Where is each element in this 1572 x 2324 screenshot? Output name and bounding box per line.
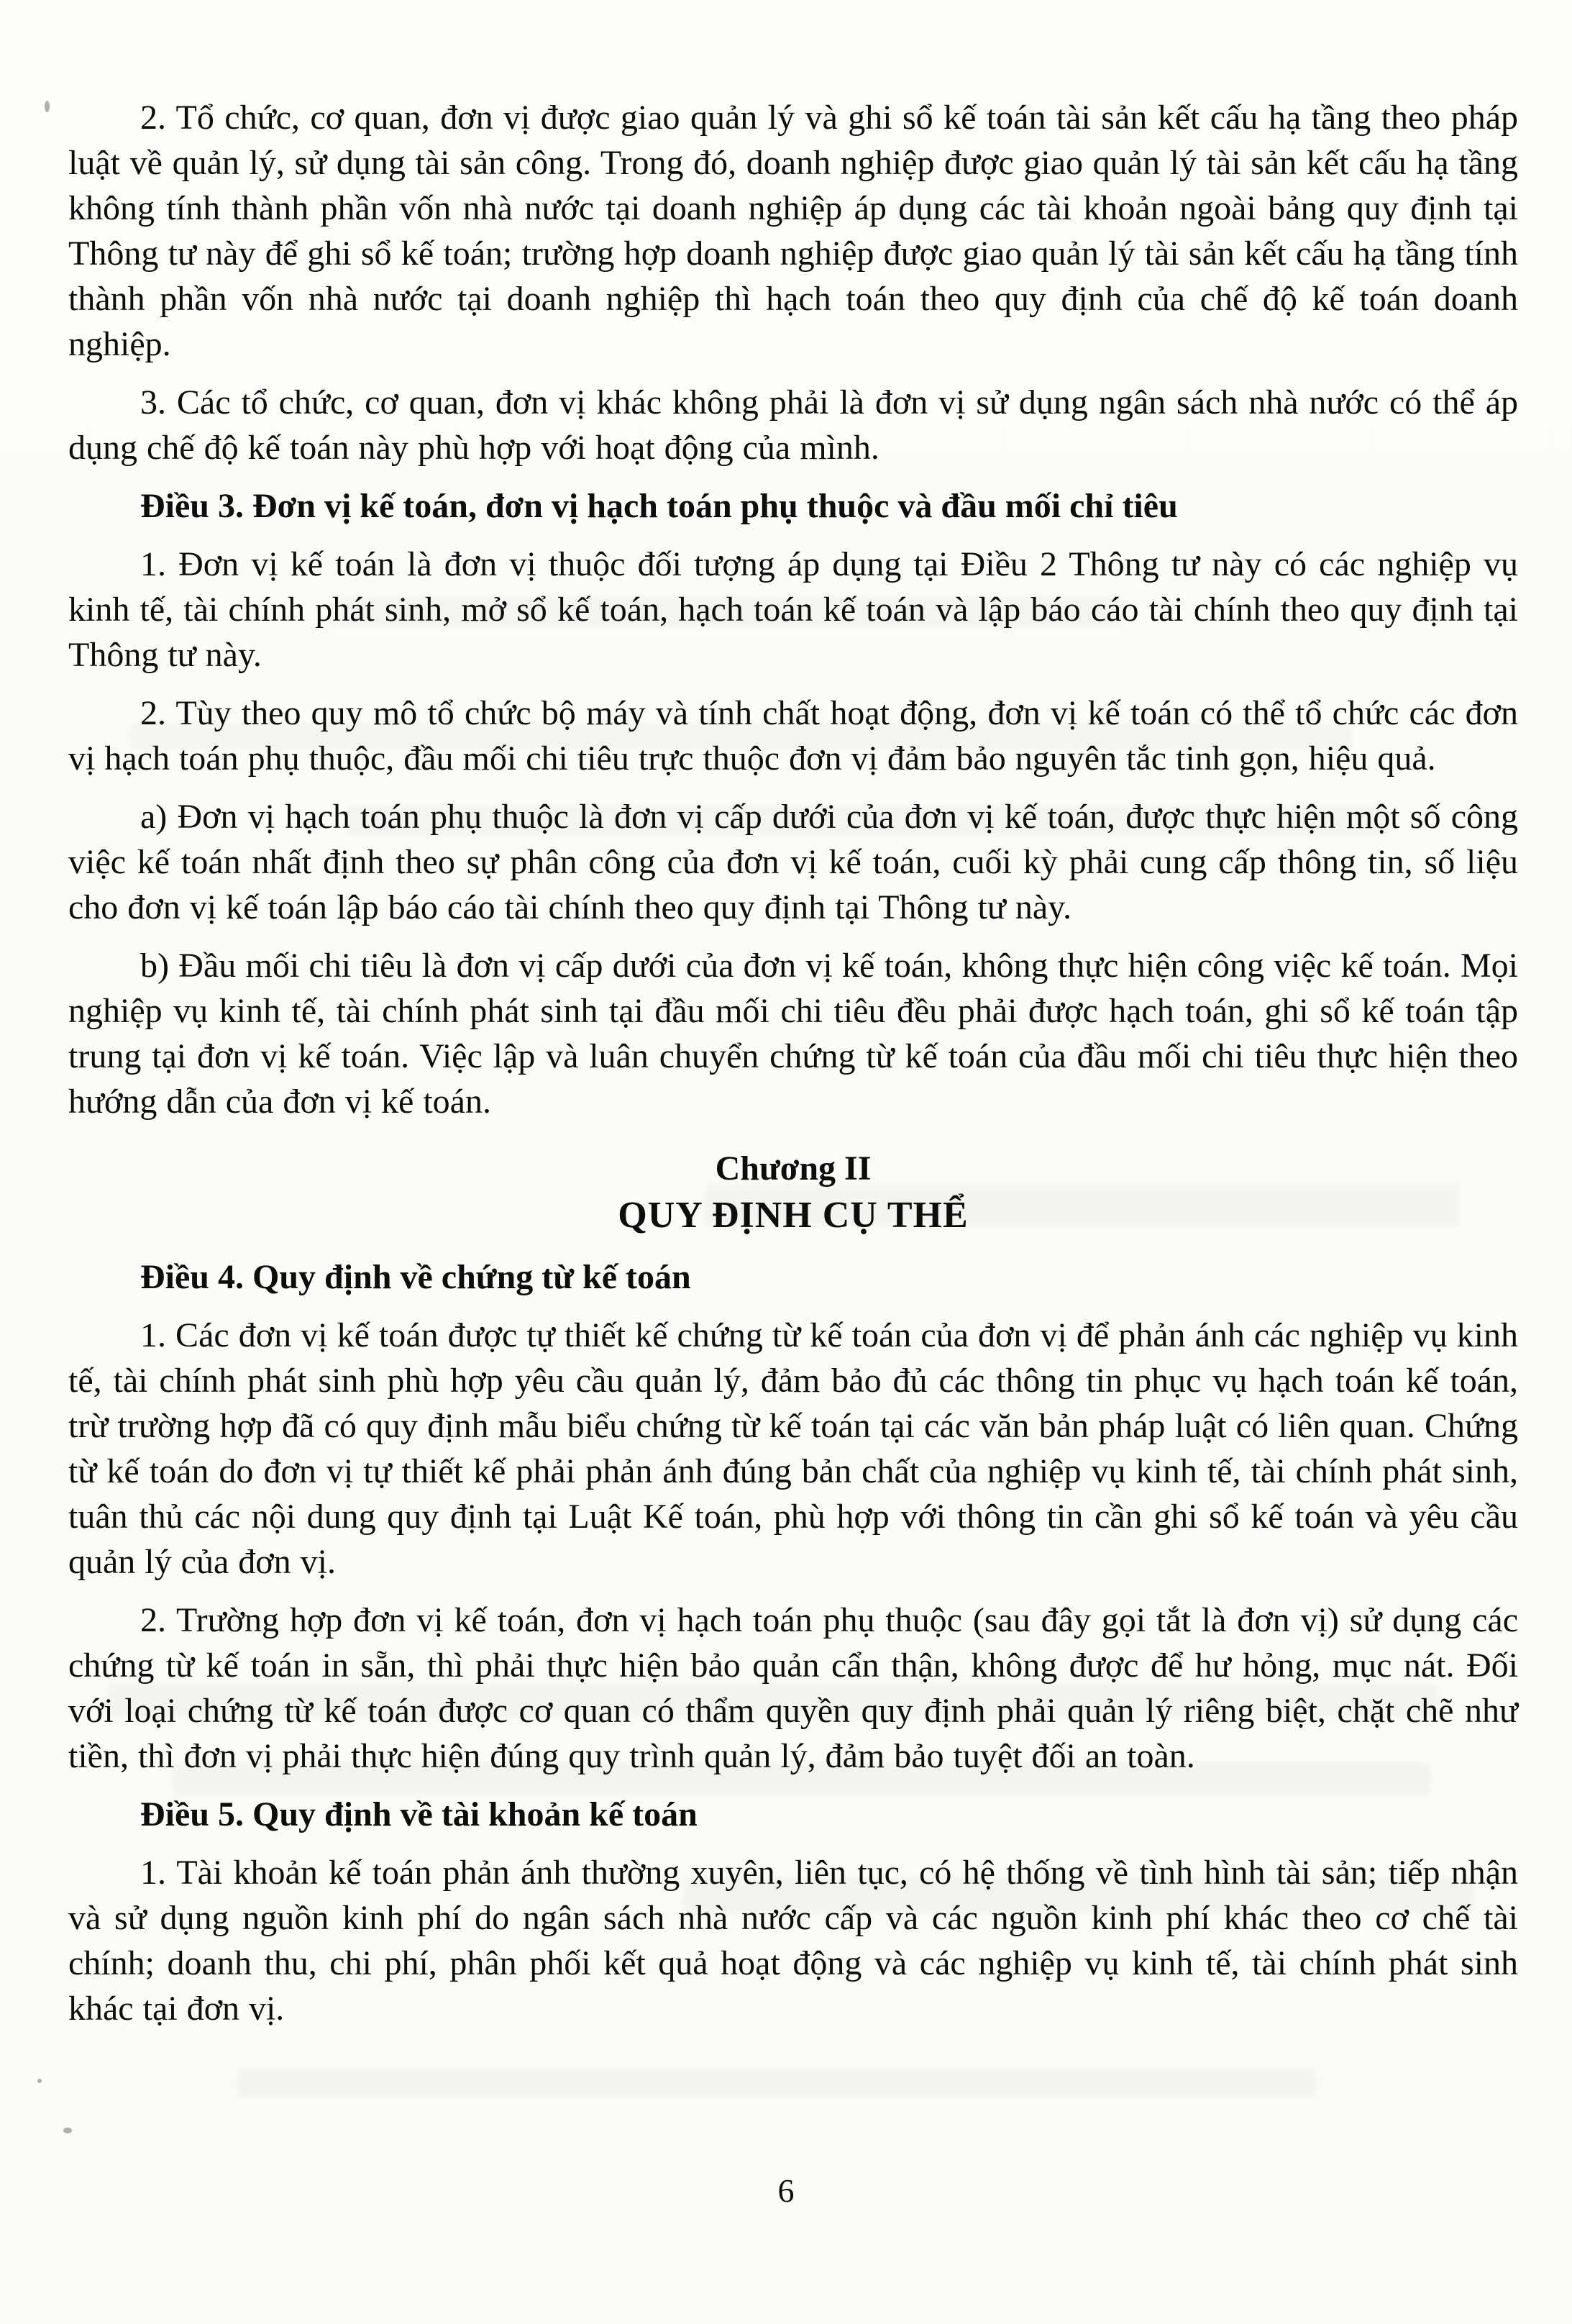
paragraph: 3. Các tổ chức, cơ quan, đơn vị khác không phải là đơn vị sử dụng ngân sách nhà nước có thể áp dụng chế độ kế toán này phù hợp với hoạt động của mình.	[68, 383, 1518, 467]
paragraph: 1. Các đơn vị kế toán được tự thiết kế chứng từ kế toán của đơn vị để phản ánh các nghiệp vụ kinh tế, tài chính phát sinh phù hợp yêu cầu quản lý, đảm bảo đủ các thông tin phục vụ hạch toán kế toán, trừ trường hợp đã có quy định mẫu biểu chứng từ kế toán tại các văn bản pháp luật có liên quan. Chứng từ kế toán do đơn vị tự thiết kế phải phản ánh đúng bản chất của nghiệp vụ kinh tế, tài chính phát sinh, tuân thủ các nội dung quy định tại Luật Kế toán, phù hợp với thông tin cần ghi sổ kế toán và yêu cầu quản lý của đơn vị.	[68, 1316, 1518, 1581]
paragraph: 1. Tài khoản kế toán phản ánh thường xuyên, liên tục, có hệ thống về tình hình tài sản; tiếp nhận và sử dụng nguồn kinh phí do ngân sách nhà nước cấp và các nguồn kinh phí khác theo cơ chế tài chính; doanh thu, chi phí, phân phối kết quả hoạt động và các nghiệp vụ kinh tế, tài chính phát sinh khác tại đơn vị.	[68, 1854, 1518, 2028]
paragraph: 2. Trường hợp đơn vị kế toán, đơn vị hạch toán phụ thuộc (sau đây gọi tắt là đơn vị) sử dụng các chứng từ kế toán in sẵn, thì phải thực hiện bảo quản cẩn thận, không được để hư hỏng, mục nát. Đối với loại chứng từ kế toán được cơ quan có thẩm quyền quy định phải quản lý riêng biệt, chặt chẽ như tiền, thì đơn vị phải thực hiện đúng quy trình quản lý, đảm bảo tuyệt đối an toàn.	[68, 1601, 1518, 1775]
paragraph: 2. Tùy theo quy mô tổ chức bộ máy và tính chất hoạt động, đơn vị kế toán có thể tổ chức các đơn vị hạch toán phụ thuộc, đầu mối chi tiêu trực thuộc đơn vị đảm bảo nguyên tắc tinh gọn, hiệu quả.	[68, 694, 1518, 778]
paragraph: b) Đầu mối chi tiêu là đơn vị cấp dưới của đơn vị kế toán, không thực hiện công việc kế toán. Mọi nghiệp vụ kinh tế, tài chính phát sinh tại đầu mối chi tiêu đều phải được hạch toán, ghi sổ kế toán tập trung tại đơn vị kế toán. Việc lập và luân chuyển chứng từ kế toán của đầu mối chi tiêu thực hiện theo hướng dẫn của đơn vị kế toán.	[68, 947, 1518, 1121]
document-body	[68, 95, 1518, 2044]
article-heading: Điều 5. Quy định về tài khoản kế toán	[140, 1795, 698, 1833]
page-number: 6	[777, 2172, 795, 2209]
chapter-title: QUY ĐỊNH CỤ THỂ	[618, 1195, 969, 1236]
article-heading: Điều 4. Quy định về chứng từ kế toán	[140, 1258, 691, 1296]
scan-speck	[63, 2128, 72, 2133]
scan-speck	[45, 101, 50, 112]
article-heading: Điều 3. Đơn vị kế toán, đơn vị hạch toán phụ thuộc và đầu mối chỉ tiêu	[140, 487, 1178, 525]
chapter-label: Chương II	[715, 1149, 872, 1188]
paragraph: 1. Đơn vị kế toán là đơn vị thuộc đối tượng áp dụng tại Điều 2 Thông tư này có các nghiệp vụ kinh tế, tài chính phát sinh, mở sổ kế toán, hạch toán kế toán và lập báo cáo tài chính theo quy định tại Thông tư này.	[68, 545, 1518, 674]
scan-bleed-artifact	[237, 2068, 1316, 2097]
scan-speck	[37, 2079, 42, 2083]
paragraph: a) Đơn vị hạch toán phụ thuộc là đơn vị cấp dưới của đơn vị kế toán, được thực hiện một số công việc kế toán nhất định theo sự phân công của đơn vị kế toán, cuối kỳ phải cung cấp thông tin, số liệu cho đơn vị kế toán lập báo cáo tài chính theo quy định tại Thông tư này.	[68, 798, 1518, 926]
paragraph: 2. Tổ chức, cơ quan, đơn vị được giao quản lý và ghi sổ kế toán tài sản kết cấu hạ tầng theo pháp luật về quản lý, sử dụng tài sản công. Trong đó, doanh nghiệp được giao quản lý tài sản kết cấu hạ tầng không tính thành phần vốn nhà nước tại doanh nghiệp áp dụng các tài khoản ngoài bảng quy định tại Thông tư này để ghi sổ kế toán; trường hợp doanh nghiệp được giao quản lý tài sản kết cấu hạ tầng tính thành phần vốn nhà nước tại doanh nghiệp thì hạch toán theo quy định của chế độ kế toán doanh nghiệp.	[68, 99, 1518, 363]
